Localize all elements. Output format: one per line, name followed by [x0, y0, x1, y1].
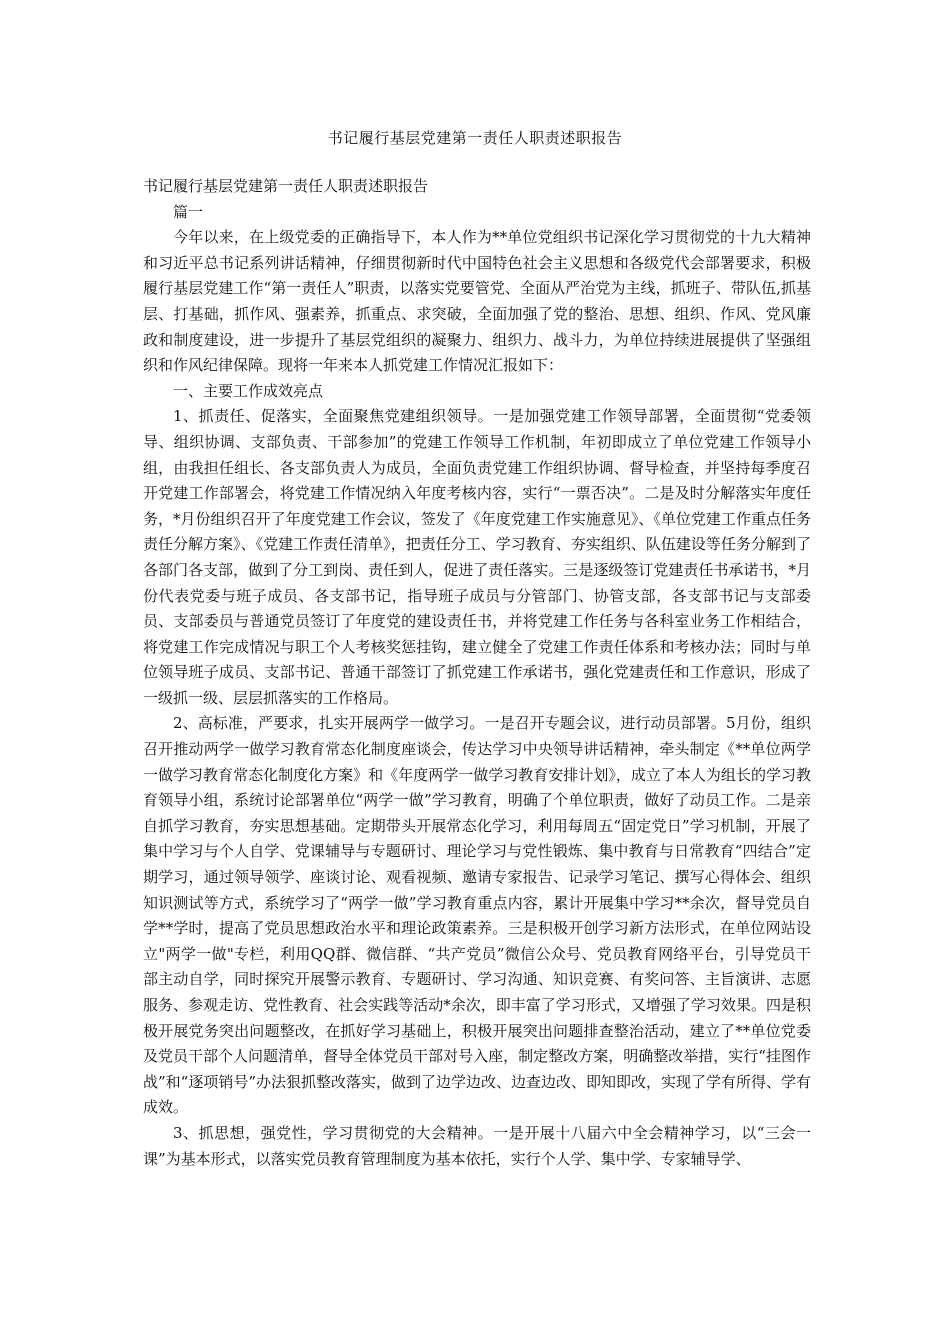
paragraph-responsibility: 1、抓责任、促落实，全面聚焦党建组织领导。一是加强党建工作领导部署，全面贯彻“党委领导、组织协调、支部负责、干部参加”的党建工作领导工作机制，年初即成立了单位党建工作领导小组，由我担任组长、各支部负责人为成员，全面负责党建工作组织协调、督导检查，并坚持每季度召开党建工作部署会，将党建工作情况纳入年度考核内容，实行“一票否决”。二是及时分解落实年度任务，*月份组织召开了年度党建工作会议，签发了《年度党建工作实施意见》、《单位党建工作重点任务责任分解方案》、《党建工作责任清单》，把责任分工、学习教育、夯实组织、队伍建设等任务分解到了各部门各支部，做到了分工到岗、责任到人，促进了责任落实。三是逐级签订党建责任书承诺书，*月份代表党委与班子成员、各支部书记，指导班子成员与分管部门、协管支部，各支部书记与支部委员、支部委员与普通党员签订了年度党的建设责任书，并将党建工作任务与各科室业务工作相结合，将党建工作完成情况与职工个人考核奖惩挂钩，建立健全了党建工作责任体系和考核办法；同时与单位领导班子成员、支部书记、普通干部签订了抓党建工作承诺书，强化党建责任和工作意识，形成了一级抓一级、层层抓落实的工作格局。 [143, 407, 811, 707]
paragraph-thought: 3、抓思想，强党性，学习贯彻党的大会精神。一是开展十八届六中全会精神学习，以“三会一课”为基本形式，以落实党员教育管理制度为基本依托，实行个人学、集中学、专家辅导学、 [143, 1123, 811, 1168]
paragraph-intro: 今年以来，在上级党委的正确指导下，本人作为**单位党组织书记深化学习贯彻党的十九大精神和习近平总书记系列讲话精神，仔细贯彻新时代中国特色社会主义思想和各级党代会部署要求，积极履行基层党建工作“第一责任人”职责，以落实党要管党、全面从严治党为主线，抓班子、带队伍,抓基层、打基础，抓作风、强素养，抓重点、求突破，全面加强了党的整治、思想、组织、作风、党风廉政和制度建设，进一步提升了基层党组织的凝聚力、组织力、战斗力，为单位持续进展提供了坚强组织和作风纪律保障。现将一年来本人抓党建工作情况汇报如下： [143, 228, 811, 375]
section-heading-achievements: 一、主要工作成效亮点 [173, 381, 324, 400]
paragraph-study: 2、高标准，严要求，扎实开展两学一做学习。一是召开专题会议，进行动员部署。5月份，组织召开推动两学一做学习教育常态化制度座谈会，传达学习中央领导讲话精神，牵头制定《**单位两学一做学习教育常态化制度化方案》和《年度两学一做学习教育安排计划》，成立了本人为组长的学习教育领导小组，系统讨论部署单位“两学一做”学习教育，明确了个单位职责，做好了动员工作。二是亲自抓学习教育，夯实思想基础。定期带头开展常态化学习，利用每周五“固定党日”学习机制，开展了集中学习与个人自学、党课辅导与专题研讨、理论学习与党性锻炼、集中教育与日常教育“四结合”定期学习，通过领导领学、座谈讨论、观看视频、邀请专家报告、记录学习笔记、撰写心得体会、组织知识测试等方式，系统学习了“两学一做”学习教育重点内容，累计开展集中学习**余次，督导党员自学**学时，提高了党员思想政治水平和理论政策素养。三是积极开创学习新方法形式，在单位网站设立"两学一做"专栏，利用QQ群、微信群、“共产党员”微信公众号、党员教育网络平台，引导党员干部主动自学，同时探究开展警示教育、专题研讨、学习沟通、知识竞赛、有奖问答、主旨演讲、志愿服务、参观走访、党性教育、社会实践等活动*余次，即丰富了学习形式，又增强了学习效果。四是积极开展党务突出问题整改，在抓好学习基础上，积极开展突出问题排查整治活动，建立了**单位党委及党员干部个人问题清单，督导全体党员干部对号入座，制定整改方案，明确整改举措，实行“挂图作战”和“逐项销号”办法狠抓整改落实，做到了边学边改、边查边改、即知即改，实现了学有所得、学有成效。 [143, 714, 812, 1117]
section-label: 篇一 [173, 202, 204, 221]
document-title: 书记履行基层党建第一责任人职责述职报告 [327, 129, 623, 147]
document-body [143, 174, 811, 1172]
document-subtitle: 书记履行基层党建第一责任人职责述职报告 [143, 177, 429, 195]
